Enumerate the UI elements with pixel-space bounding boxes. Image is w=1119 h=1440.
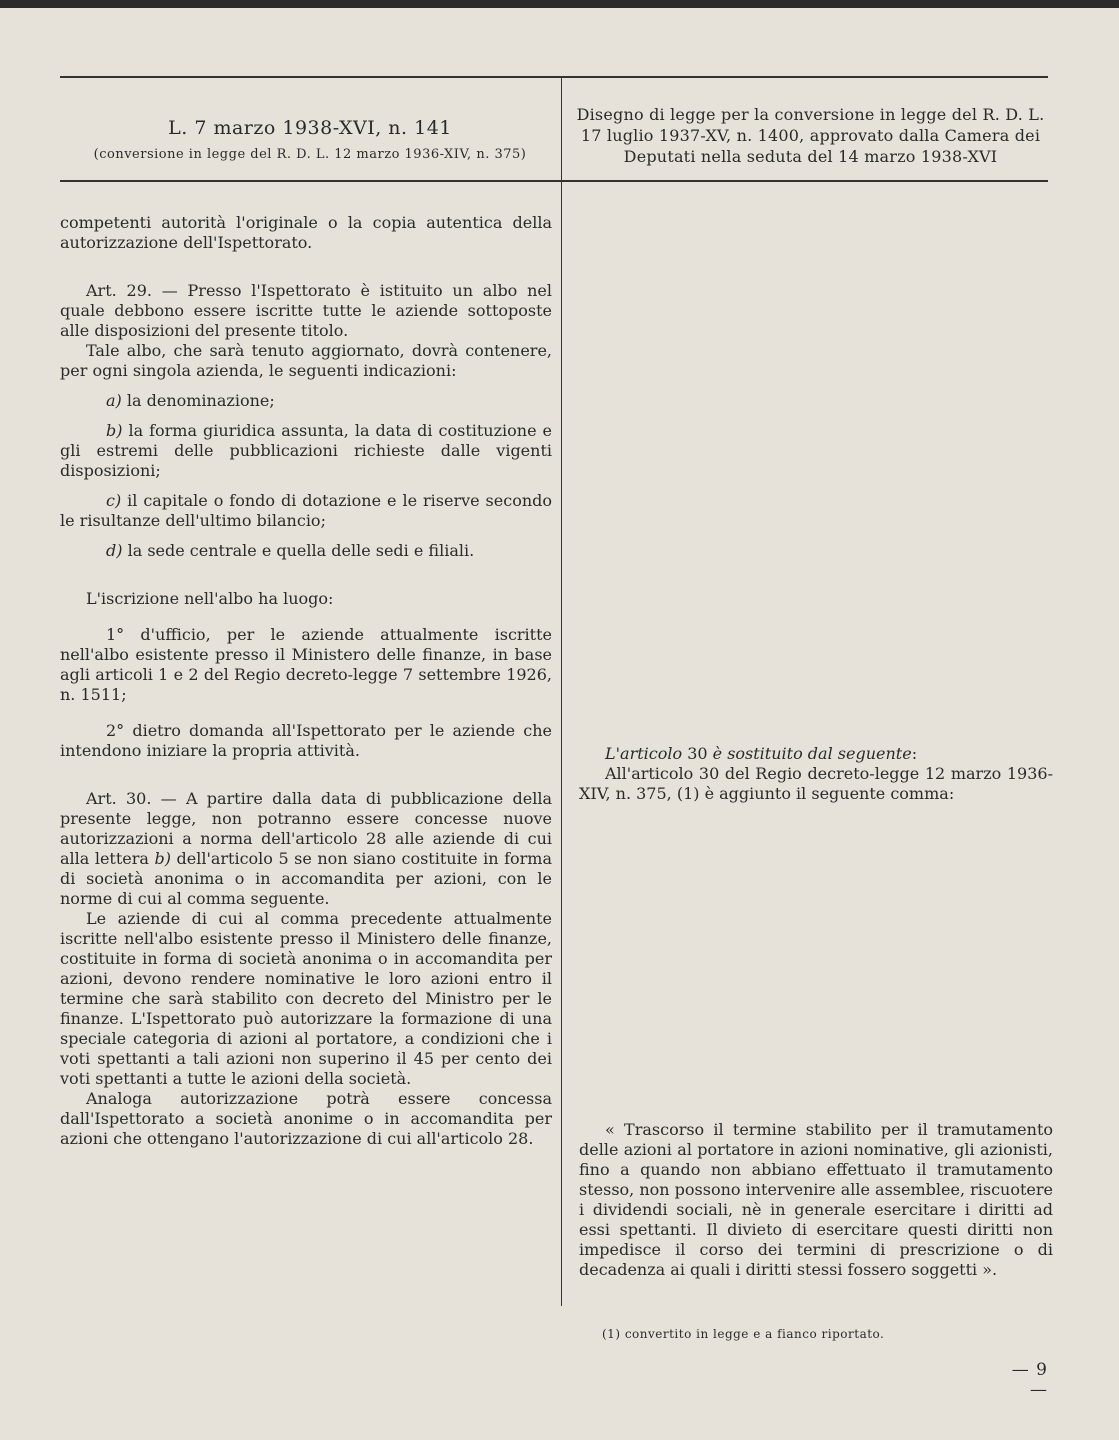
article-30-letter: b) [154, 849, 171, 868]
item-c-letter: c) [106, 491, 122, 510]
article-30-text-a: Art. 30. — A partire dalla data di pubblicazione della presente legge, non potranno essere concesse nuove autorizzazioni a norma dell'articolo 28 alle aziende di cui alla lettera [60, 789, 552, 868]
list-item-2: 2° dietro domanda all'Ispettorato per le aziende che intendono iniziare la propria attività. [60, 721, 552, 760]
header-left [60, 116, 560, 164]
header-bottom-rule [60, 180, 1048, 182]
bill-title: Disegno di legge per la conversione in legge del R. D. L. 17 luglio 1937-XV, n. 1400, approvato dalla Camera dei Deputati nella seduta del 14 marzo 1938-XVI [576, 105, 1045, 166]
paragraph-continuation: competenti autorità l'originale o la copia autentica della autorizzazione dell'Ispettorato. [60, 213, 552, 252]
paragraph-aziende: Le aziende di cui al comma precedente attualmente iscritte nell'albo esistente presso il Ministero delle finanze, costituite in forma di società anonima o in accomandita per azioni, devono rendere nominative le loro azioni entro il termine che sarà stabilito con decreto del Ministro per le finanze. L'Ispettorato può autorizzare la formazione di una speciale categoria di azioni al portatore, a condizioni che i voti spettanti a tali azioni non superino il 45 per cento dei voti spettanti a tutte le azioni della società. [60, 909, 552, 1088]
right-column-amendment [579, 744, 1053, 804]
new-comma-paragraph: « Trascorso il termine stabilito per il tramutamento delle azioni al portatore in azioni nominative, gli azionisti, fino a quando non abbiano effettuato il tramutamento stesso, non possono intervenire alle assemblee, riscuotere i dividendi sociali, nè in generale esercitare i diritti ad essi spettanti. Il divieto di esercitare questi diritti non impedisce il corso dei termini di prescrizione o di decadenza ai quali i diritti stessi fossero soggetti ». [579, 1120, 1054, 1279]
article-30 [60, 789, 552, 909]
item-a-letter: a) [106, 391, 122, 410]
footnote: (1) convertito in legge e a fianco riportato. [602, 1327, 885, 1341]
amendment-heading [579, 744, 1053, 764]
item-b-text: la forma giuridica assunta, la data di costituzione e gli estremi delle pubblicazioni richieste dalle vigenti disposizioni; [60, 421, 552, 480]
right-column-new-comma [579, 1120, 1053, 1280]
item-d-text: la sede centrale e quella delle sedi e filiali. [122, 541, 475, 560]
amendment-paragraph: All'articolo 30 del Regio decreto-legge 12 marzo 1936-XIV, n. 375, (1) è aggiunto il seguente comma: [579, 764, 1053, 803]
paragraph-tale-albo: Tale albo, che sarà tenuto aggiornato, dovrà contenere, per ogni singola azienda, le seguenti indicazioni: [60, 341, 552, 380]
article-29-text: — Presso l'Ispettorato è istituito un albo nel quale debbono essere iscritte tutte le aziende sottoposte alle disposizioni del presente titolo. [60, 281, 552, 340]
item-c-text: il capitale o fondo di dotazione e le riserve secondo le risultanze dell'ultimo bilancio; [60, 491, 552, 530]
amendment-heading-colon: : [911, 744, 918, 763]
paragraph-analoga: Analoga autorizzazione potrà essere concessa dall'Ispettorato a società anonime o in accomandita per azioni che ottengano l'autorizzazione di cui all'articolo 28. [60, 1089, 552, 1148]
column-divider [561, 78, 562, 1306]
article-30-text-b: dell'articolo 5 se non siano costituite in forma di società anonima o in accomandita per azioni, con le norme di cui al comma seguente. [60, 849, 552, 908]
paragraph-iscrizione: L'iscrizione nell'albo ha luogo: [86, 589, 334, 608]
list-item-1: 1° d'ufficio, per le aziende attualmente iscritte nell'albo esistente presso il Ministero delle finanze, in base agli articoli 1 e 2 del Regio decreto-legge 7 settembre 1926, n. 1511; [60, 625, 552, 704]
article-29-label: Art. 29. [86, 281, 152, 300]
header-top-rule [60, 76, 1048, 78]
law-subtitle: (conversione in legge del R. D. L. 12 marzo 1936-XIV, n. 375) [93, 147, 527, 162]
item-b-letter: b) [106, 421, 123, 440]
list-item-d [60, 541, 552, 561]
article-29 [60, 281, 552, 341]
left-column [60, 213, 552, 1149]
item-a-text: la denominazione; [121, 391, 275, 410]
list-item-a [60, 391, 552, 411]
law-title: L. 7 marzo 1938-XVI, n. 141 [168, 117, 452, 139]
amendment-heading-num: 30 [682, 744, 713, 763]
page-number: — 9 — [1011, 1360, 1048, 1400]
list-item-c [60, 491, 552, 531]
amendment-heading-b: è sostituito dal seguente [712, 744, 912, 763]
document-page [0, 8, 1119, 1440]
amendment-heading-a: L'articolo [605, 744, 683, 763]
item-d-letter: d) [106, 541, 123, 560]
list-item-b [60, 421, 552, 481]
